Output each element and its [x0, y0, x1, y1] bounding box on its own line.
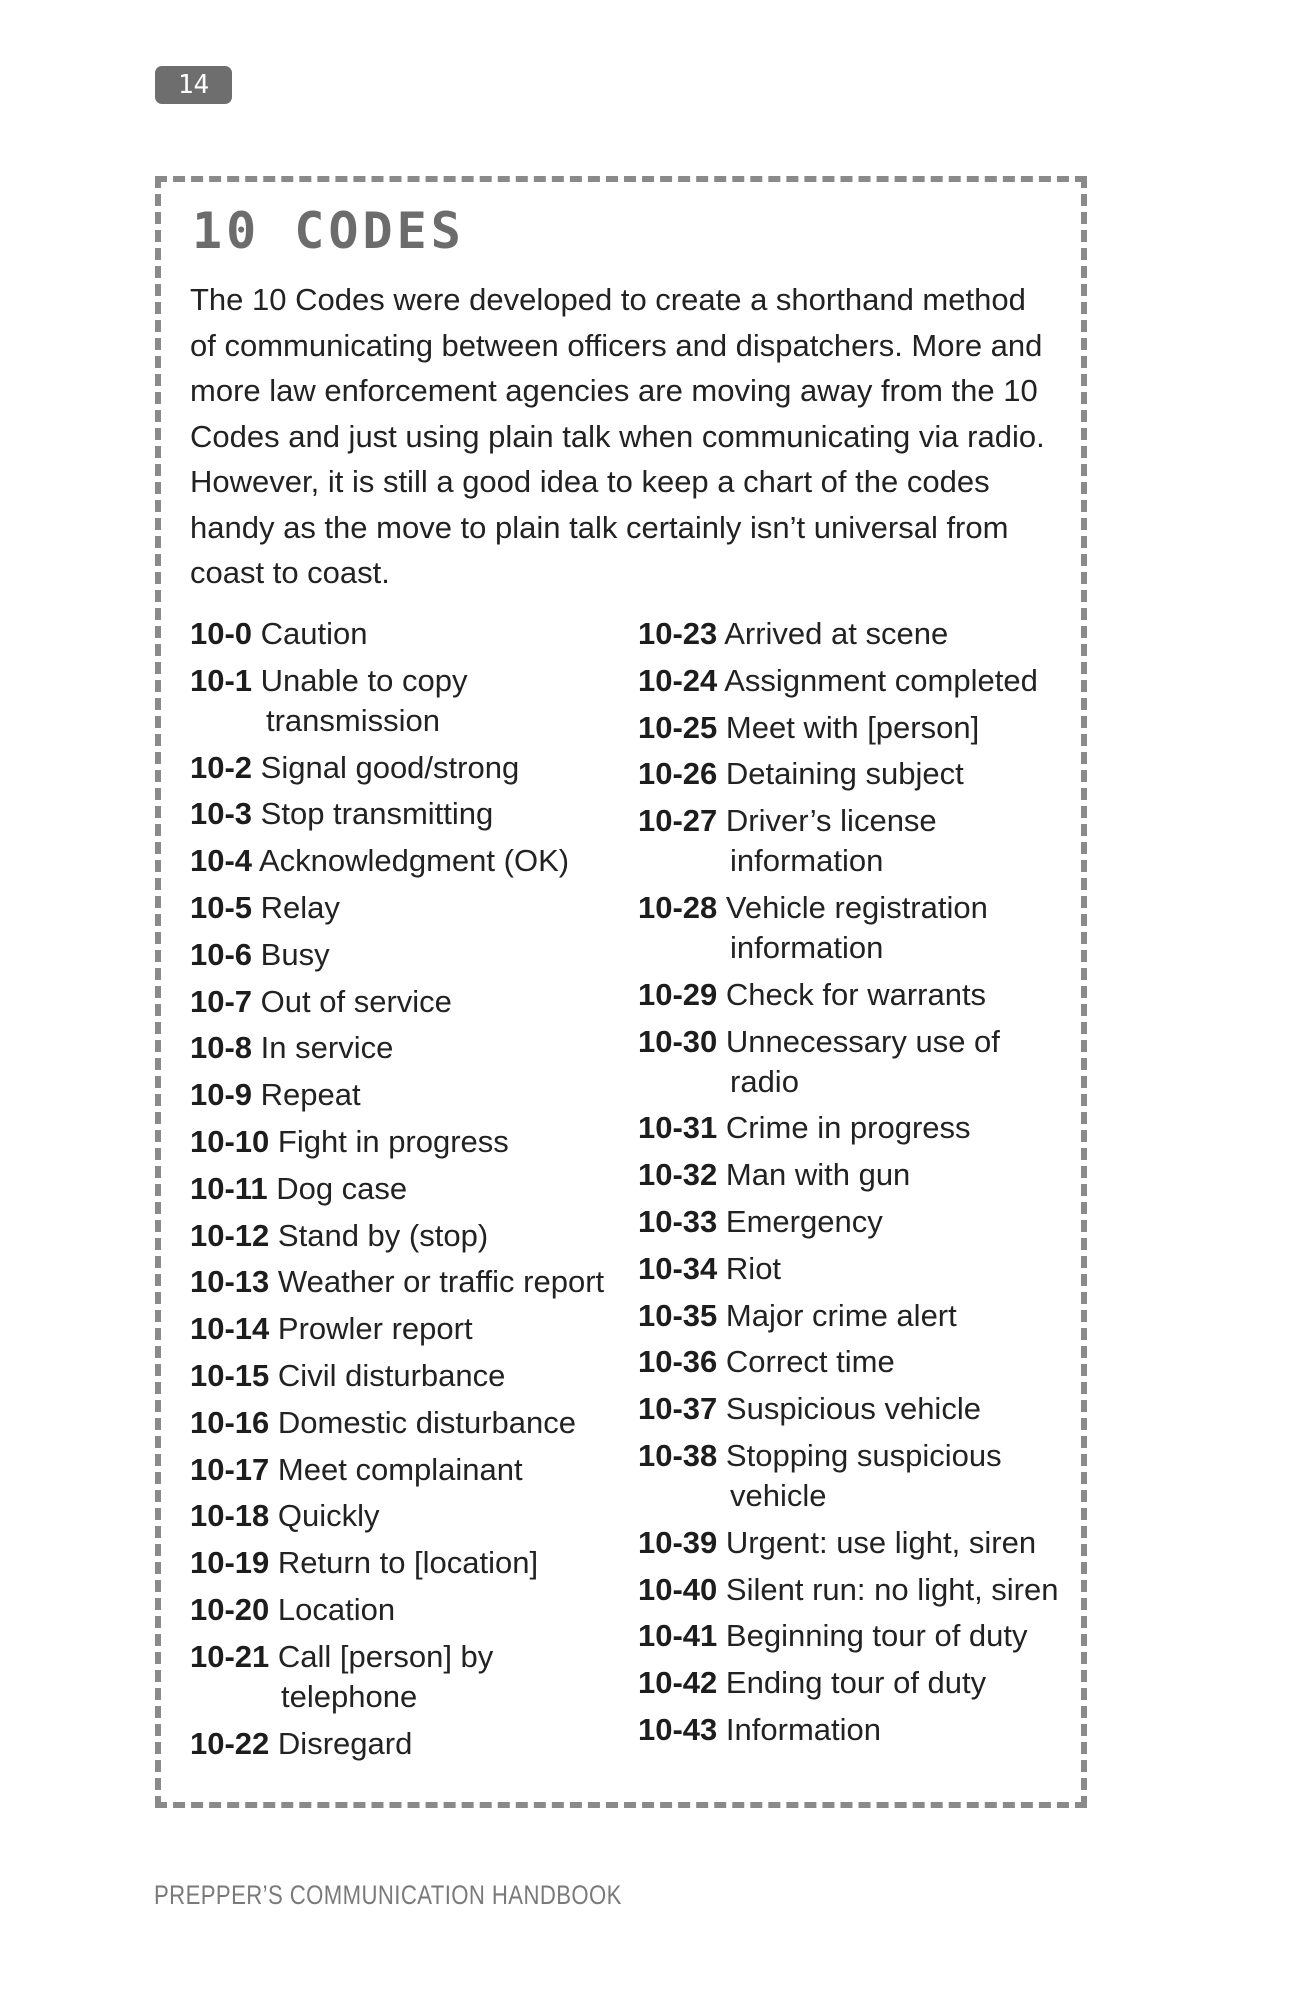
code-meaning: Meet with [person] — [725, 709, 980, 745]
code-number: 10-1 — [190, 662, 253, 698]
page-number-badge: 14 — [155, 66, 232, 104]
code-number: 10-37 — [638, 1391, 718, 1427]
code-number: 10-40 — [638, 1571, 718, 1607]
code-entry — [190, 1496, 630, 1536]
code-number: 10-12 — [190, 1217, 270, 1253]
code-meaning: Beginning tour of duty — [725, 1618, 1028, 1654]
code-meaning: Unnecessary use of radio — [725, 1023, 1000, 1099]
code-number: 10-7 — [190, 983, 253, 1019]
code-entry — [638, 888, 1068, 968]
code-number: 10-38 — [638, 1437, 718, 1473]
code-entry — [638, 1108, 1068, 1148]
code-meaning: Signal good/strong — [260, 749, 520, 785]
code-entry — [638, 754, 1068, 794]
code-entry — [638, 1616, 1068, 1656]
code-meaning: Arrived at scene — [724, 616, 949, 651]
code-number: 10-2 — [190, 749, 253, 785]
code-number: 10-39 — [638, 1524, 718, 1560]
code-meaning: Weather or traffic report — [277, 1264, 605, 1300]
code-entry — [190, 1169, 630, 1209]
code-entry — [190, 794, 630, 834]
code-entry — [638, 1710, 1068, 1750]
code-meaning: Driver’s license information — [725, 803, 937, 879]
code-entry — [190, 982, 630, 1022]
code-meaning: Riot — [725, 1250, 782, 1286]
code-entry — [638, 1342, 1068, 1382]
code-meaning: Meet complainant — [277, 1451, 523, 1487]
code-number: 10-41 — [638, 1618, 718, 1654]
code-entry — [638, 614, 1068, 654]
code-meaning: Check for warrants — [725, 976, 987, 1012]
code-meaning: Acknowledgment (OK) — [258, 843, 570, 879]
code-entry — [190, 1216, 630, 1256]
code-number: 10-34 — [638, 1250, 718, 1286]
code-meaning: Crime in progress — [725, 1110, 971, 1146]
code-number: 10-13 — [190, 1264, 270, 1300]
code-number: 10-20 — [190, 1591, 270, 1627]
code-number: 10-0 — [190, 616, 253, 651]
code-entry — [190, 888, 630, 928]
code-number: 10-32 — [638, 1157, 718, 1193]
code-meaning: Quickly — [277, 1498, 380, 1534]
code-entry — [190, 935, 630, 975]
code-entry — [190, 1590, 630, 1630]
code-meaning: Stop transmitting — [260, 796, 494, 832]
code-meaning: Fight in progress — [277, 1123, 509, 1159]
code-entry — [190, 748, 630, 788]
code-meaning: Detaining subject — [725, 756, 964, 792]
code-meaning: Caution — [260, 616, 368, 651]
code-meaning: Busy — [260, 936, 330, 972]
code-entry — [638, 708, 1068, 748]
code-number: 10-29 — [638, 976, 718, 1012]
code-meaning: Dog case — [276, 1170, 408, 1206]
code-number: 10-15 — [190, 1357, 270, 1393]
code-meaning: Return to [location] — [277, 1545, 539, 1581]
code-number: 10-11 — [190, 1170, 268, 1206]
code-meaning: Silent run: no light, siren — [725, 1571, 1059, 1607]
code-meaning: Major crime alert — [725, 1297, 957, 1333]
code-entry — [190, 1724, 630, 1764]
code-meaning: Out of service — [260, 983, 452, 1019]
code-number: 10-36 — [638, 1344, 718, 1380]
code-number: 10-21 — [190, 1638, 270, 1674]
code-number: 10-31 — [638, 1110, 718, 1146]
code-meaning: Urgent: use light, siren — [725, 1524, 1037, 1560]
section-title: 10 CODES — [192, 202, 465, 260]
code-number: 10-26 — [638, 756, 718, 792]
code-number: 10-19 — [190, 1545, 270, 1581]
code-entry — [638, 1663, 1068, 1703]
code-number: 10-18 — [190, 1498, 270, 1534]
code-entry — [638, 801, 1068, 881]
code-number: 10-24 — [638, 662, 718, 698]
code-number: 10-25 — [638, 709, 718, 745]
intro-paragraph: The 10 Codes were developed to create a shorthand method of communicating between officers and dispatchers. More and more law enforcement agencies are moving away from the 10 Codes and just using plain talk when communicating via radio. However, it is still a good idea to keep a chart of the codes handy as the move to plain talk certainly isn’t universal from coast to coast. — [190, 282, 1045, 590]
code-number: 10-33 — [638, 1203, 718, 1239]
code-entry — [638, 1155, 1068, 1195]
code-meaning: Prowler report — [277, 1311, 473, 1347]
code-entry — [638, 1249, 1068, 1289]
code-number: 10-17 — [190, 1451, 270, 1487]
code-entry — [190, 614, 630, 654]
code-entry — [638, 1022, 1068, 1102]
code-meaning: Unable to copy transmission — [260, 662, 468, 738]
code-entry — [190, 841, 630, 881]
code-entry — [190, 1356, 630, 1396]
code-number: 10-5 — [190, 889, 253, 925]
code-number: 10-14 — [190, 1311, 270, 1347]
code-meaning: Stopping suspicious vehicle — [725, 1437, 1002, 1513]
code-number: 10-42 — [638, 1665, 718, 1701]
code-number: 10-43 — [638, 1711, 718, 1747]
code-meaning: Suspicious vehicle — [725, 1391, 981, 1427]
code-meaning: Repeat — [260, 1077, 361, 1113]
codes-list-right — [638, 614, 1068, 1757]
code-entry — [638, 1523, 1068, 1563]
code-entry — [190, 1309, 630, 1349]
code-entry — [190, 1637, 630, 1717]
code-number: 10-27 — [638, 803, 718, 839]
code-entry — [638, 1202, 1068, 1242]
code-meaning: Call [person] by telephone — [277, 1638, 494, 1714]
code-number: 10-10 — [190, 1123, 270, 1159]
code-meaning: Emergency — [725, 1203, 883, 1239]
code-meaning: Disregard — [277, 1725, 413, 1761]
code-number: 10-6 — [190, 936, 253, 972]
code-entry — [190, 1543, 630, 1583]
code-meaning: Domestic disturbance — [277, 1404, 576, 1440]
code-meaning: Relay — [260, 889, 340, 925]
code-meaning: Ending tour of duty — [725, 1665, 987, 1701]
code-entry — [190, 1122, 630, 1162]
book-title-footer: PREPPER’S COMMUNICATION HANDBOOK — [154, 1880, 622, 1910]
code-entry — [190, 1262, 630, 1302]
code-entry — [638, 661, 1068, 701]
code-entry — [190, 661, 630, 741]
code-entry — [190, 1028, 630, 1068]
code-meaning: Vehicle registration information — [725, 889, 988, 965]
code-entry — [190, 1450, 630, 1490]
codes-list-left — [190, 614, 630, 1770]
code-number: 10-8 — [190, 1030, 253, 1066]
code-meaning: Man with gun — [725, 1157, 911, 1193]
code-meaning: Correct time — [725, 1344, 895, 1380]
code-meaning: Stand by (stop) — [277, 1217, 489, 1253]
code-entry — [638, 1570, 1068, 1610]
code-meaning: Location — [277, 1591, 396, 1627]
code-number: 10-9 — [190, 1077, 253, 1113]
code-entry — [638, 1296, 1068, 1336]
code-number: 10-23 — [638, 616, 718, 651]
code-number: 10-30 — [638, 1023, 718, 1059]
code-number: 10-3 — [190, 796, 253, 832]
code-entry — [638, 1389, 1068, 1429]
code-number: 10-35 — [638, 1297, 718, 1333]
code-entry — [190, 1403, 630, 1443]
code-number: 10-28 — [638, 889, 718, 925]
code-entry — [638, 1436, 1068, 1516]
code-meaning: Civil disturbance — [277, 1357, 506, 1393]
code-meaning: Assignment completed — [724, 662, 1038, 698]
code-meaning: Information — [725, 1711, 881, 1747]
code-number: 10-22 — [190, 1725, 270, 1761]
code-entry — [190, 1075, 630, 1115]
code-meaning: In service — [260, 1030, 394, 1066]
code-number: 10-4 — [190, 843, 253, 879]
code-entry — [638, 975, 1068, 1015]
code-number: 10-16 — [190, 1404, 270, 1440]
